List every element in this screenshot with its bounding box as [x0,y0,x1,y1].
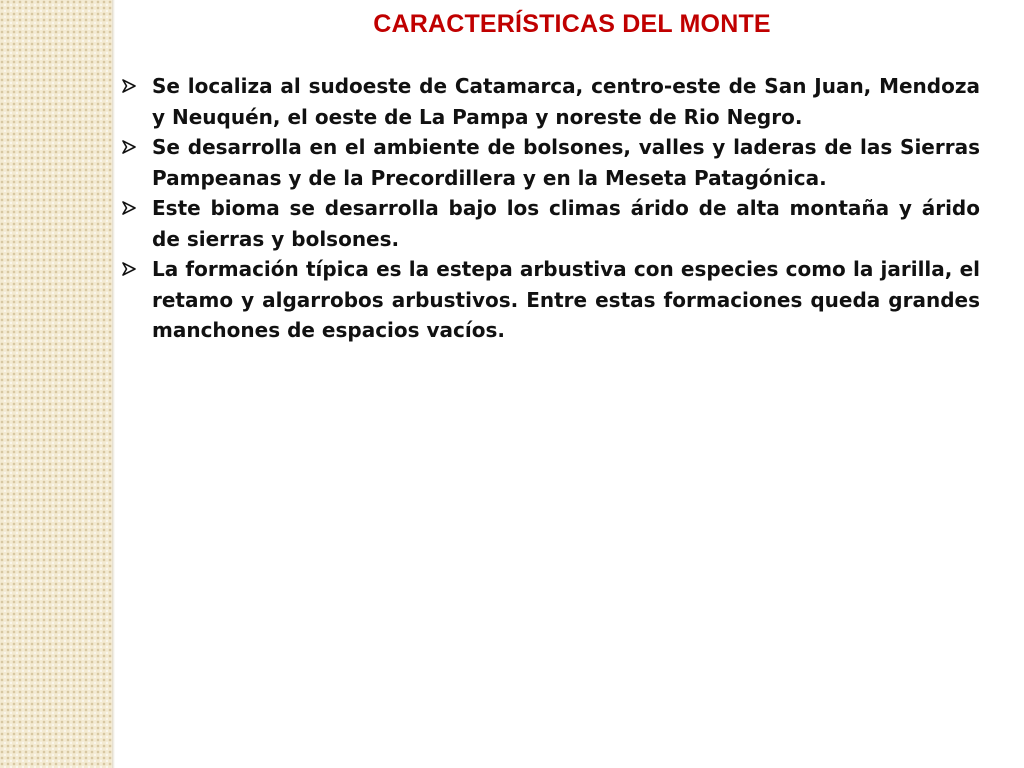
decorative-side-band [0,0,112,768]
bullet-list [118,71,980,346]
side-band-edge [112,0,115,768]
bullet-text: Se desarrolla en el ambiente de bolsones, valles y laderas de las Sierras Pampeanas y de la Precordillera y en la Meseta Patagónica. [152,135,980,190]
slide-title: CARACTERÍSTICAS DEL MONTE [373,10,771,38]
arrow-bullet-icon [122,201,136,215]
bullet-item [118,71,980,132]
bullet-item [118,132,980,193]
arrow-bullet-icon [122,140,136,154]
bullet-item [118,254,980,346]
arrow-bullet-icon [122,79,136,93]
bullet-text: Este bioma se desarrolla bajo los climas árido de alta montaña y árido de sierras y bolsones. [152,196,980,251]
bullet-item [118,193,980,254]
bullet-text: Se localiza al sudoeste de Catamarca, centro-este de San Juan, Mendoza y Neuquén, el oeste de La Pampa y noreste de Rio Negro. [152,74,980,129]
bullet-text: La formación típica es la estepa arbustiva con especies como la jarilla, el retamo y algarrobos arbustivos. Entre estas formaciones queda grandes manchones de espacios vacíos. [152,257,980,342]
arrow-bullet-icon [122,262,136,276]
